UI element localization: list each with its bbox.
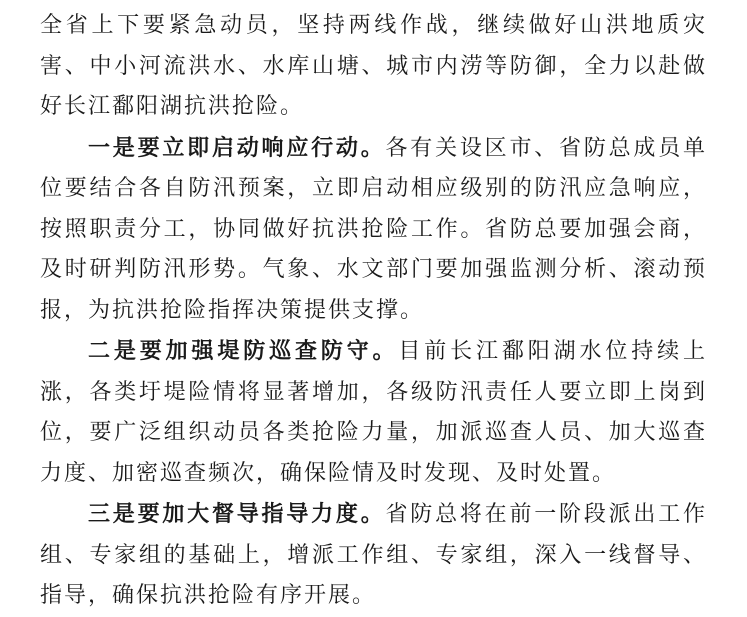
paragraph-supervision bbox=[40, 494, 707, 617]
paragraph-body: 目前长江鄱阳湖水位持续上涨，各类圩堤险情将显著增加，各级防汛责任人要立即上岗到位，要广泛组织动员各类抢险力量，加派巡查人员、加大巡查力度、加密巡查频次，确保险情及时发现、及时处置。 bbox=[40, 339, 707, 486]
paragraph-body: 省防总将在前一阶段派出工作组、专家组的基础上，增派工作组、专家组，深入一线督导、指导，确保抗洪抢险有序开展。 bbox=[40, 502, 707, 608]
paragraph-lead: 二是要加强堤防巡查防守。 bbox=[88, 338, 399, 364]
paragraph-continuation bbox=[40, 6, 707, 128]
paragraph-body: 各有关设区市、省防总成员单位要结合各自防汛预案，立即启动相应级别的防汛应急响应，按照职责分工，协同做好抗洪抢险工作。省防总要加强会商，及时研判防汛形势。气象、水文部门要加强监测分析、滚动预报，为抗洪抢险指挥决策提供支撑。 bbox=[40, 135, 707, 323]
paragraph-lead: 一是要立即启动响应行动。 bbox=[88, 134, 386, 161]
paragraph-body: 全省上下要紧急动员，坚持两线作战，继续做好山洪地质灾害、中小河流洪水、水库山塘、城市内涝等防御，全力以赴做好长江鄱阳湖抗洪抢险。 bbox=[40, 13, 707, 119]
paragraph-response-action bbox=[40, 128, 707, 332]
paragraph-levee-patrol bbox=[40, 331, 707, 494]
paragraph-lead: 三是要加大督导指导力度。 bbox=[88, 501, 386, 527]
